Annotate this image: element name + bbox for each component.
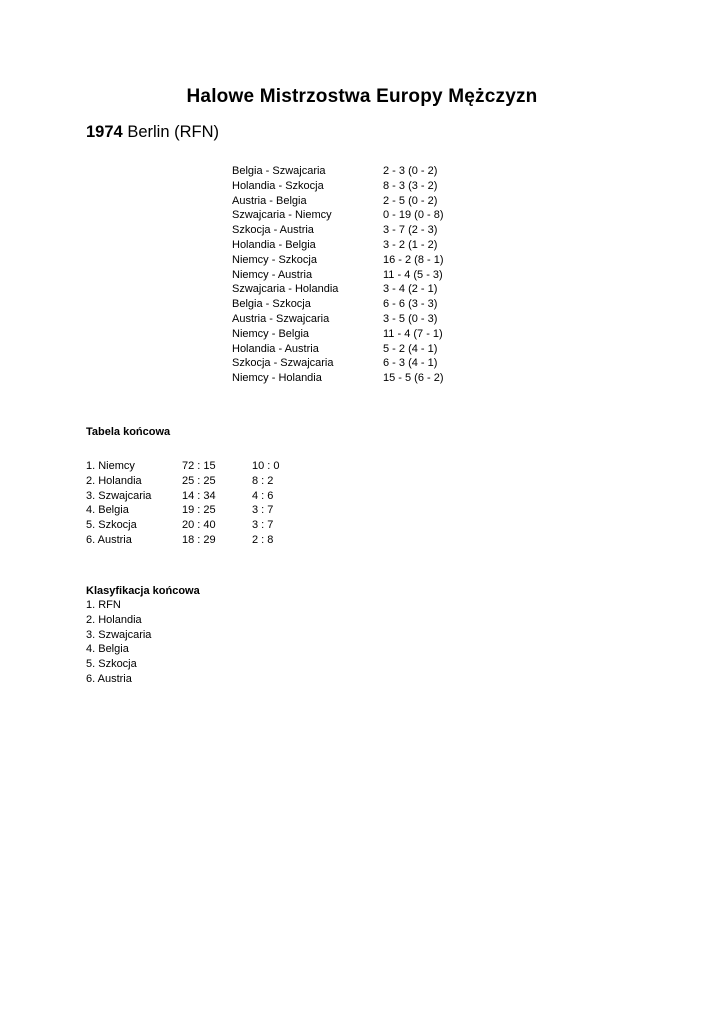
match-row — [232, 238, 462, 253]
match-teams: Szkocja - Austria — [232, 224, 314, 237]
match-results-list — [232, 164, 462, 386]
table-team: 6. Austria — [86, 533, 132, 546]
table-team: 3. Szwajcaria — [86, 489, 152, 502]
list-item: 1. RFN — [86, 599, 121, 611]
final-classification-list — [86, 598, 151, 687]
match-row — [232, 164, 462, 179]
match-row — [232, 312, 462, 327]
match-teams: Austria - Szwajcaria — [232, 312, 330, 325]
match-teams: Holandia - Szkocja — [232, 179, 324, 192]
table-row — [86, 474, 306, 489]
match-teams: Szkocja - Szwajcaria — [232, 357, 334, 370]
final-classification-heading: Klasyfikacja końcowa — [86, 585, 200, 597]
match-score: 6 - 3 (4 - 1) — [383, 357, 438, 370]
table-points: 8 : 2 — [252, 474, 274, 487]
match-row — [232, 208, 462, 223]
match-teams: Niemcy - Szkocja — [232, 253, 317, 266]
table-team: 5. Szkocja — [86, 519, 137, 532]
table-row — [86, 489, 306, 504]
table-row — [86, 503, 306, 518]
table-row — [86, 518, 306, 533]
match-teams: Holandia - Belgia — [232, 238, 316, 251]
match-score: 3 - 4 (2 - 1) — [383, 283, 438, 296]
match-score: 16 - 2 (8 - 1) — [383, 253, 444, 266]
table-goals: 19 : 25 — [182, 504, 216, 517]
match-row — [232, 282, 462, 297]
table-goals: 25 : 25 — [182, 474, 216, 487]
table-points: 10 : 0 — [252, 460, 280, 472]
page-title: Halowe Mistrzostwa Europy Mężczyzn — [186, 86, 538, 107]
table-team: 4. Belgia — [86, 504, 129, 517]
list-item: 6. Austria — [86, 672, 132, 685]
final-table — [86, 459, 306, 548]
match-score: 8 - 3 (3 - 2) — [383, 179, 438, 192]
match-score: 3 - 7 (2 - 3) — [383, 224, 438, 237]
match-score: 11 - 4 (7 - 1) — [383, 327, 443, 340]
match-score: 5 - 2 (4 - 1) — [383, 342, 438, 355]
table-row — [86, 533, 306, 548]
match-row — [232, 253, 462, 268]
edition-year: 1974 — [86, 123, 123, 141]
match-row — [232, 297, 462, 312]
match-teams: Austria - Belgia — [232, 194, 307, 207]
match-row — [232, 371, 462, 386]
list-item: 4. Belgia — [86, 643, 129, 656]
match-teams: Niemcy - Holandia — [232, 372, 322, 385]
table-row — [86, 459, 306, 474]
match-score: 6 - 6 (3 - 3) — [383, 298, 438, 311]
match-score: 0 - 19 (0 - 8) — [383, 209, 444, 222]
match-row — [232, 342, 462, 357]
match-row — [232, 327, 462, 342]
match-score: 3 - 5 (0 - 3) — [383, 312, 438, 325]
final-table-heading: Tabela końcowa — [86, 426, 171, 438]
list-item: 5. Szkocja — [86, 658, 137, 671]
match-row — [232, 223, 462, 238]
match-row — [232, 356, 462, 371]
table-points: 3 : 7 — [252, 504, 274, 517]
match-score: 15 - 5 (6 - 2) — [383, 372, 444, 385]
match-row — [232, 179, 462, 194]
match-score: 3 - 2 (1 - 2) — [383, 238, 438, 251]
match-row — [232, 268, 462, 283]
match-score: 2 - 3 (0 - 2) — [383, 165, 438, 177]
edition-place: Berlin (RFN) — [127, 123, 219, 141]
edition-heading — [86, 123, 219, 142]
table-goals: 14 : 34 — [182, 489, 216, 502]
match-teams: Szwajcaria - Niemcy — [232, 209, 332, 222]
table-points: 2 : 8 — [252, 533, 274, 546]
match-teams: Niemcy - Austria — [232, 268, 313, 281]
table-points: 4 : 6 — [252, 489, 274, 502]
list-item: 2. Holandia — [86, 613, 142, 626]
match-score: 2 - 5 (0 - 2) — [383, 194, 438, 207]
match-score: 11 - 4 (5 - 3) — [383, 268, 443, 281]
match-teams: Szwajcaria - Holandia — [232, 283, 339, 296]
table-goals: 18 : 29 — [182, 533, 216, 546]
match-teams: Belgia - Szwajcaria — [232, 165, 326, 177]
match-teams: Holandia - Austria — [232, 342, 319, 355]
list-item: 3. Szwajcaria — [86, 628, 152, 641]
match-row — [232, 194, 462, 209]
table-team: 1. Niemcy — [86, 460, 135, 472]
table-points: 3 : 7 — [252, 519, 274, 532]
table-goals: 20 : 40 — [182, 519, 216, 532]
match-teams: Belgia - Szkocja — [232, 298, 311, 311]
table-team: 2. Holandia — [86, 474, 142, 487]
match-teams: Niemcy - Belgia — [232, 327, 310, 340]
table-goals: 72 : 15 — [182, 460, 216, 472]
